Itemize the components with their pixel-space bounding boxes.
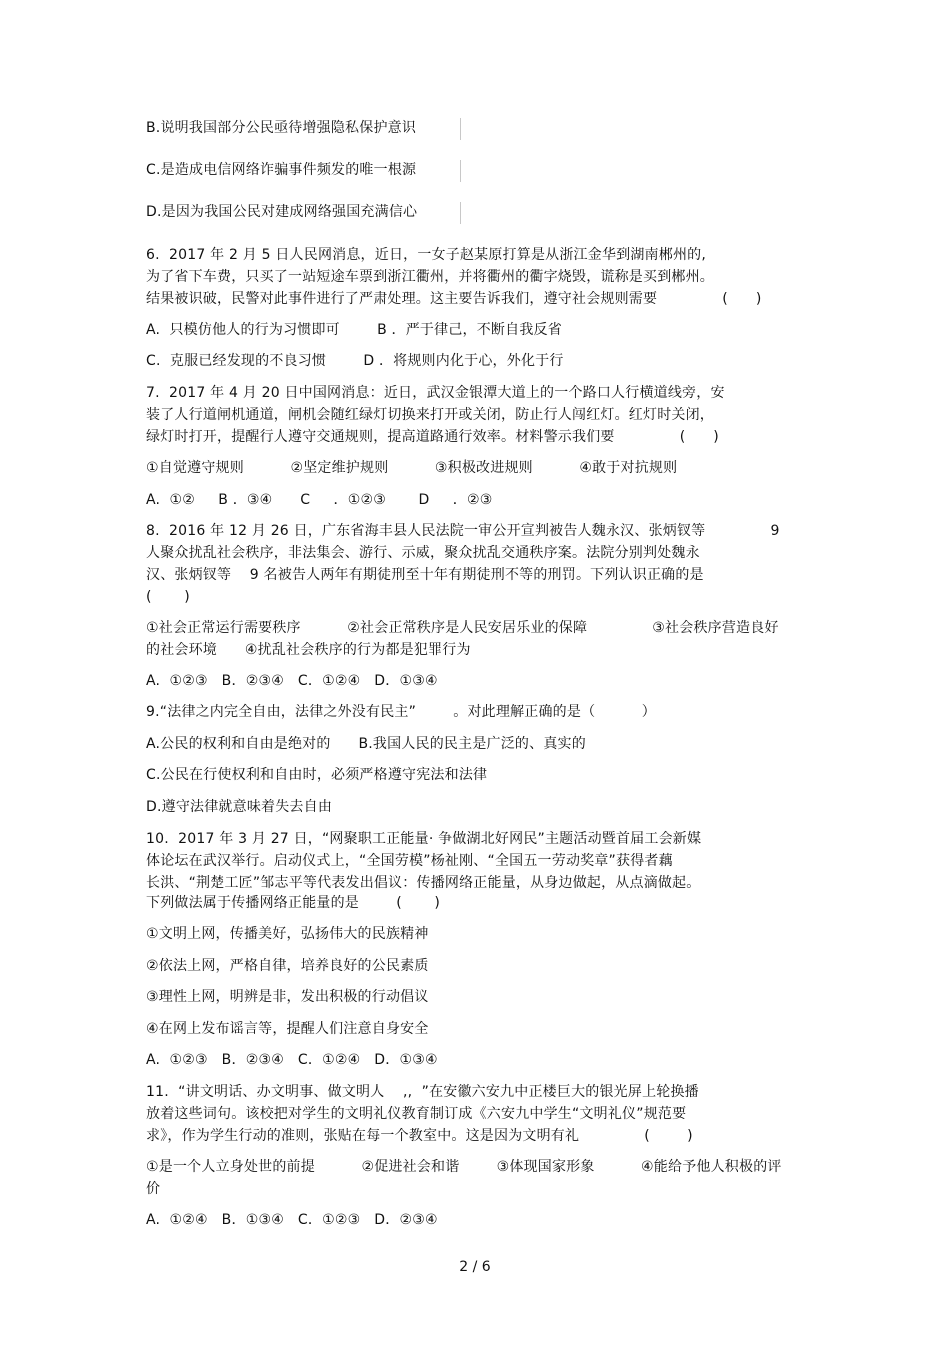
question-8-statements: 的社会环境 ④扰乱社会秩序的行为都是犯罪行为 [146,642,471,658]
question-6-line: 为了省下车费，只买了一站短途车票到浙江衢州，并将衢州的衢字烧毁，谎称是买到郴州。 [146,269,714,285]
table-border-line [460,118,461,140]
question-7-line: 7. 2017 年 4 月 20 日中国网消息：近日，武汉金银潭大道上的一个路口人行横道线旁，安 [146,385,725,401]
table-border-line [460,202,461,224]
question-8-line: 汉、张炳钗等 9 名被告人两年有期徒刑至十年有期徒刑不等的刑罚。下列认识正确的是 [146,567,704,583]
question-10-statements: ②依法上网，严格自律，培养良好的公民素质 [146,958,429,974]
question-10-line: 下列做法属于传播网络正能量的是 ( ) [146,895,441,911]
question-10-line: 10. 2017 年 3 月 27 日，“网聚职工正能量· 争做湖北好网民”主题活动暨首届工会新媒 [146,831,702,847]
question-9-options: D.遵守法律就意味着失去自由 [146,799,333,815]
question-10-line: 长洪、“荆楚工匠”邹志平等代表发出倡议：传播网络正能量，从身边做起，从点滴做起。 [146,875,701,891]
question-8-statements: ①社会正常运行需要秩序 ②社会正常秩序是人民安居乐业的保障 ③社会秩序营造良好 [146,620,779,636]
question-7-statements: ①自觉遵守规则 ②坚定维护规则 ③积极改进规则 ④敢于对抗规则 [146,460,678,476]
question-11-line: 求》，作为学生行动的准则，张贴在每一个教室中。这是因为文明有礼 ( ) [146,1128,693,1144]
page-number: 2 / 6 [459,1259,491,1275]
question-10-statements: ①文明上网，传播美好，弘扬伟大的民族精神 [146,926,429,942]
question-6-options: A. 只模仿他人的行为习惯即可 B ．严于律己，不断自我反省 [146,322,562,338]
question-11-line: 11. “讲文明话、办文明事、做文明人 ,, ”在安徽六安九中正楼巨大的银光屏上轮换播 [146,1084,699,1100]
question-10-options: A. ①②③ B．②③④ C．①②④ D．①③④ [146,1052,438,1068]
question-8-options: A. ①②③ B．②③④ C．①②④ D．①③④ [146,673,438,689]
question-9-options: A.公民的权利和自由是绝对的 B.我国人民的民主是广泛的、真实的 [146,736,586,752]
question-10-statements: ④在网上发布谣言等，提醒人们注意自身安全 [146,1021,429,1037]
question-7-options: A. ①② B ．③④ C ．①②③ D ．②③ [146,492,493,508]
question-6-line: 6. 2017 年 2 月 5 日人民网消息，近日，一女子赵某原打算是从浙江金华到湖南郴州的, [146,247,707,263]
question-11-statements: 价 [146,1181,161,1197]
question-9-line: 9.“法律之内完全自由，法律之外没有民主” 。对此理解正确的是（ ） [146,704,656,720]
question-6-options: C. 克服已经发现的不良习惯 D ．将规则内化于心，外化于行 [146,353,564,369]
question-11-options: A. ①②④ B．①③④ C．①②③ D．②③④ [146,1212,438,1228]
option-line: C.是造成电信网络诈骗事件频发的唯一根源 [146,162,417,178]
question-11-line: 放着这些词句。该校把对学生的文明礼仪教育制订成《六安九中学生“文明礼仪”规范要 [146,1106,687,1122]
question-9-options: C.公民在行使权利和自由时，必须严格遵守宪法和法律 [146,767,488,783]
question-8-line: ( ) [146,589,190,605]
question-7-line: 绿灯时打开，提醒行人遵守交通规则，提高道路通行效率。材料警示我们要 ( ) [146,429,719,445]
table-border-line [460,160,461,182]
question-11-statements: ①是一个人立身处世的前提 ②促进社会和谐 ③体现国家形象 ④能给予他人积极的评 [146,1159,782,1175]
question-10-line: 体论坛在武汉举行。启动仪式上，“全国劳模”杨祉刚、“全国五一劳动奖章”获得者藕 [146,853,673,869]
question-8-line: 8. 2016 年 12 月 26 日，广东省海丰县人民法院一审公开宣判被告人魏永汉、张炳钗等 9 [146,523,780,539]
option-line: B.说明我国部分公民亟待增强隐私保护意识 [146,120,417,136]
question-6-line: 结果被识破，民警对此事件进行了严肃处理。这主要告诉我们，遵守社会规则需要 ( ) [146,291,762,307]
question-10-statements: ③理性上网，明辨是非，发出积极的行动倡议 [146,989,429,1005]
question-8-line: 人聚众扰乱社会秩序，非法集会、游行、示威，聚众扰乱交通秩序案。法院分别判处魏永 [146,545,700,561]
question-7-line: 装了人行道闸机通道，闸机会随红绿灯切换来打开或关闭，防止行人闯红灯。红灯时关闭， [146,407,714,423]
option-line: D.是因为我国公民对建成网络强国充满信心 [146,204,418,220]
